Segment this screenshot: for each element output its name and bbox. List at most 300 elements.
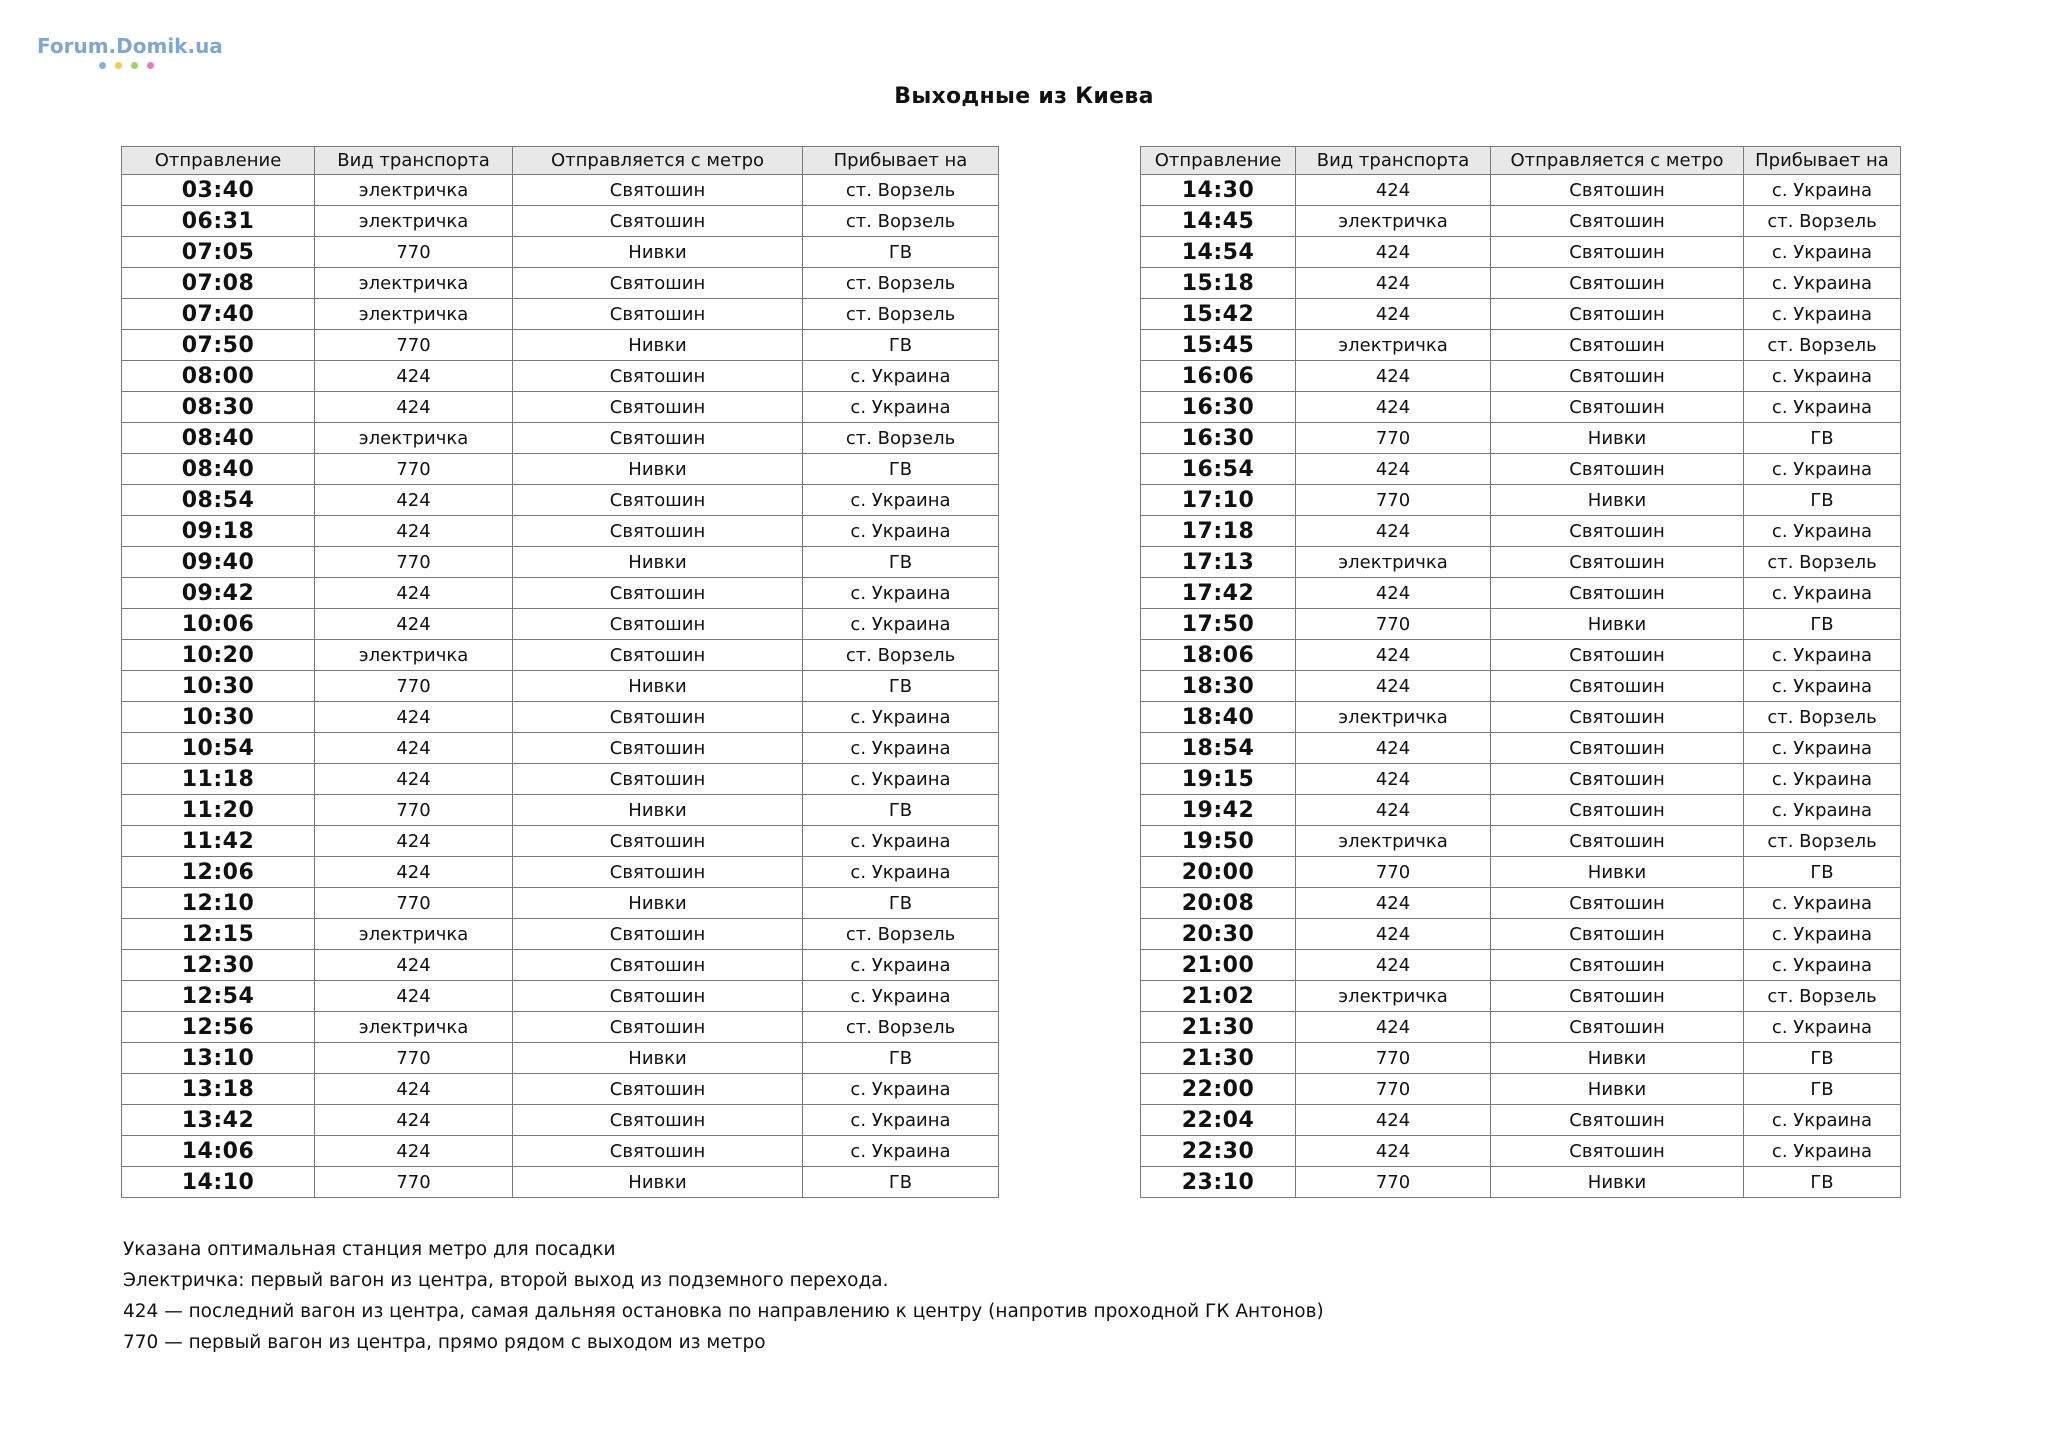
page-title: Выходные из Киева xyxy=(894,84,1154,109)
departure-time: 11:20 xyxy=(122,795,315,826)
table-row xyxy=(1141,299,1901,330)
arrival-point: с. Украина xyxy=(1744,795,1901,826)
metro-station: Святошин xyxy=(1491,950,1744,981)
table-row xyxy=(122,826,999,857)
metro-station: Нивки xyxy=(513,888,803,919)
metro-station: Святошин xyxy=(1491,454,1744,485)
transport-type: 424 xyxy=(1296,454,1491,485)
arrival-point: с. Украина xyxy=(803,950,999,981)
transport-type: 424 xyxy=(1296,919,1491,950)
table-row xyxy=(1141,485,1901,516)
metro-station: Святошин xyxy=(513,733,803,764)
metro-station: Святошин xyxy=(1491,640,1744,671)
arrival-point: с. Украина xyxy=(803,857,999,888)
metro-station: Святошин xyxy=(1491,547,1744,578)
metro-station: Святошин xyxy=(1491,299,1744,330)
table-row xyxy=(1141,330,1901,361)
departure-time: 13:42 xyxy=(122,1105,315,1136)
transport-type: 424 xyxy=(315,1136,513,1167)
table-row xyxy=(122,609,999,640)
departure-time: 10:30 xyxy=(122,702,315,733)
departure-time: 13:18 xyxy=(122,1074,315,1105)
transport-type: 424 xyxy=(1296,268,1491,299)
transport-type: электричка xyxy=(315,299,513,330)
metro-station: Святошин xyxy=(513,392,803,423)
departure-time: 07:40 xyxy=(122,299,315,330)
transport-type: 424 xyxy=(1296,1012,1491,1043)
departure-time: 14:10 xyxy=(122,1167,315,1198)
departure-time: 11:18 xyxy=(122,764,315,795)
metro-station: Нивки xyxy=(1491,1043,1744,1074)
departure-time: 09:42 xyxy=(122,578,315,609)
transport-type: электричка xyxy=(315,640,513,671)
metro-station: Святошин xyxy=(1491,764,1744,795)
transport-type: 770 xyxy=(315,888,513,919)
metro-station: Святошин xyxy=(1491,1136,1744,1167)
header-metro-station: Отправляется с метро xyxy=(513,147,803,175)
departure-time: 22:00 xyxy=(1141,1074,1296,1105)
arrival-point: ст. Ворзель xyxy=(803,206,999,237)
note-line: 424 — последний вагон из центра, самая дальняя остановка по направлению к центру (напротив проходной ГК Антонов) xyxy=(123,1301,1324,1322)
departure-time: 08:00 xyxy=(122,361,315,392)
table-row xyxy=(122,1043,999,1074)
table-row xyxy=(122,888,999,919)
departure-time: 21:00 xyxy=(1141,950,1296,981)
departure-time: 08:54 xyxy=(122,485,315,516)
transport-type: 424 xyxy=(315,516,513,547)
table-row xyxy=(122,268,999,299)
arrival-point: с. Украина xyxy=(803,485,999,516)
table-row xyxy=(122,764,999,795)
departure-time: 12:56 xyxy=(122,1012,315,1043)
metro-station: Святошин xyxy=(1491,795,1744,826)
transport-type: 424 xyxy=(1296,795,1491,826)
departure-time: 16:06 xyxy=(1141,361,1296,392)
arrival-point: ст. Ворзель xyxy=(1744,330,1901,361)
table-row xyxy=(122,919,999,950)
arrival-point: с. Украина xyxy=(1744,361,1901,392)
transport-type: 770 xyxy=(1296,423,1491,454)
arrival-point: ГВ xyxy=(803,888,999,919)
departure-time: 17:42 xyxy=(1141,578,1296,609)
arrival-point: ст. Ворзель xyxy=(803,175,999,206)
transport-type: 770 xyxy=(1296,485,1491,516)
table-row xyxy=(1141,1105,1901,1136)
table-row xyxy=(122,1074,999,1105)
metro-station: Святошин xyxy=(513,640,803,671)
transport-type: 424 xyxy=(315,733,513,764)
arrival-point: с. Украина xyxy=(803,826,999,857)
metro-station: Нивки xyxy=(513,1167,803,1198)
metro-station: Нивки xyxy=(1491,609,1744,640)
metro-station: Святошин xyxy=(1491,361,1744,392)
table-row xyxy=(1141,702,1901,733)
transport-type: 424 xyxy=(315,485,513,516)
arrival-point: с. Украина xyxy=(1744,671,1901,702)
transport-type: 424 xyxy=(1296,1105,1491,1136)
transport-type: 424 xyxy=(1296,640,1491,671)
transport-type: 770 xyxy=(315,547,513,578)
arrival-point: ст. Ворзель xyxy=(803,640,999,671)
departure-time: 17:10 xyxy=(1141,485,1296,516)
metro-station: Святошин xyxy=(1491,206,1744,237)
metro-station: Святошин xyxy=(513,764,803,795)
table-row xyxy=(122,857,999,888)
table-row xyxy=(1141,547,1901,578)
table-row xyxy=(1141,640,1901,671)
table-row xyxy=(1141,516,1901,547)
metro-station: Святошин xyxy=(1491,702,1744,733)
metro-station: Нивки xyxy=(513,671,803,702)
header-arrival: Прибывает на xyxy=(1744,147,1901,175)
departure-time: 07:08 xyxy=(122,268,315,299)
metro-station: Святошин xyxy=(513,919,803,950)
table-row xyxy=(122,950,999,981)
transport-type: электричка xyxy=(1296,702,1491,733)
transport-type: 770 xyxy=(315,671,513,702)
table-row xyxy=(1141,1074,1901,1105)
metro-station: Святошин xyxy=(1491,175,1744,206)
arrival-point: ГВ xyxy=(1744,1074,1901,1105)
transport-type: электричка xyxy=(315,175,513,206)
transport-type: 424 xyxy=(1296,392,1491,423)
metro-station: Нивки xyxy=(513,454,803,485)
transport-type: 424 xyxy=(1296,299,1491,330)
table-row xyxy=(122,485,999,516)
departure-time: 12:30 xyxy=(122,950,315,981)
table-row xyxy=(122,671,999,702)
table-row xyxy=(1141,919,1901,950)
departure-time: 16:54 xyxy=(1141,454,1296,485)
metro-station: Нивки xyxy=(513,237,803,268)
transport-type: 424 xyxy=(1296,671,1491,702)
logo-dot xyxy=(115,62,122,69)
arrival-point: ст. Ворзель xyxy=(1744,206,1901,237)
metro-station: Святошин xyxy=(513,1074,803,1105)
departure-time: 15:42 xyxy=(1141,299,1296,330)
transport-type: электричка xyxy=(315,919,513,950)
table-row xyxy=(122,175,999,206)
arrival-point: с. Украина xyxy=(803,392,999,423)
arrival-point: ст. Ворзель xyxy=(803,1012,999,1043)
header-metro-station: Отправляется с метро xyxy=(1491,147,1744,175)
metro-station: Святошин xyxy=(1491,733,1744,764)
arrival-point: с. Украина xyxy=(1744,516,1901,547)
departure-time: 14:30 xyxy=(1141,175,1296,206)
table-row xyxy=(122,733,999,764)
arrival-point: ГВ xyxy=(1744,1167,1901,1198)
transport-type: электричка xyxy=(1296,206,1491,237)
departure-time: 15:18 xyxy=(1141,268,1296,299)
schedule-table-left xyxy=(121,146,999,1198)
metro-station: Нивки xyxy=(513,547,803,578)
transport-type: 424 xyxy=(315,702,513,733)
arrival-point: с. Украина xyxy=(1744,950,1901,981)
metro-station: Святошин xyxy=(513,361,803,392)
table-row xyxy=(1141,1136,1901,1167)
table-row xyxy=(122,299,999,330)
arrival-point: ГВ xyxy=(1744,485,1901,516)
departure-time: 19:15 xyxy=(1141,764,1296,795)
transport-type: 770 xyxy=(315,237,513,268)
table-row xyxy=(122,702,999,733)
transport-type: 424 xyxy=(1296,175,1491,206)
departure-time: 14:06 xyxy=(122,1136,315,1167)
header-transport-type: Вид транспорта xyxy=(1296,147,1491,175)
table-row xyxy=(122,1012,999,1043)
arrival-point: ГВ xyxy=(803,1167,999,1198)
transport-type: 424 xyxy=(315,764,513,795)
metro-station: Святошин xyxy=(513,1012,803,1043)
departure-time: 10:30 xyxy=(122,671,315,702)
table-header-row xyxy=(122,147,999,175)
arrival-point: с. Украина xyxy=(803,981,999,1012)
table-row xyxy=(1141,268,1901,299)
departure-time: 18:54 xyxy=(1141,733,1296,764)
arrival-point: с. Украина xyxy=(803,516,999,547)
arrival-point: с. Украина xyxy=(1744,1105,1901,1136)
table-row xyxy=(122,516,999,547)
departure-time: 20:30 xyxy=(1141,919,1296,950)
table-row xyxy=(122,392,999,423)
departure-time: 03:40 xyxy=(122,175,315,206)
table-row xyxy=(1141,423,1901,454)
metro-station: Нивки xyxy=(1491,485,1744,516)
arrival-point: ст. Ворзель xyxy=(1744,547,1901,578)
arrival-point: с. Украина xyxy=(1744,392,1901,423)
arrival-point: ГВ xyxy=(803,237,999,268)
table-row xyxy=(1141,578,1901,609)
arrival-point: ст. Ворзель xyxy=(1744,826,1901,857)
metro-station: Святошин xyxy=(1491,516,1744,547)
forum-domik-logo xyxy=(37,34,223,70)
transport-type: 770 xyxy=(315,795,513,826)
transport-type: электричка xyxy=(1296,826,1491,857)
table-row xyxy=(1141,392,1901,423)
arrival-point: с. Украина xyxy=(1744,299,1901,330)
table-row xyxy=(1141,361,1901,392)
table-row xyxy=(1141,764,1901,795)
table-row xyxy=(1141,1043,1901,1074)
departure-time: 19:42 xyxy=(1141,795,1296,826)
transport-type: 424 xyxy=(315,578,513,609)
header-arrival: Прибывает на xyxy=(803,147,999,175)
header-transport-type: Вид транспорта xyxy=(315,147,513,175)
transport-type: 424 xyxy=(315,950,513,981)
metro-station: Святошин xyxy=(1491,1012,1744,1043)
transport-type: 424 xyxy=(315,392,513,423)
departure-time: 16:30 xyxy=(1141,392,1296,423)
arrival-point: с. Украина xyxy=(1744,1012,1901,1043)
arrival-point: с. Украина xyxy=(803,702,999,733)
arrival-point: с. Украина xyxy=(1744,268,1901,299)
transport-type: 424 xyxy=(1296,733,1491,764)
metro-station: Нивки xyxy=(513,330,803,361)
metro-station: Святошин xyxy=(1491,237,1744,268)
arrival-point: с. Украина xyxy=(1744,733,1901,764)
transport-type: 424 xyxy=(1296,1136,1491,1167)
departure-time: 12:54 xyxy=(122,981,315,1012)
table-row xyxy=(1141,826,1901,857)
metro-station: Святошин xyxy=(513,609,803,640)
schedule-body-left xyxy=(122,175,999,1198)
arrival-point: ГВ xyxy=(803,795,999,826)
metro-station: Святошин xyxy=(513,950,803,981)
table-row xyxy=(1141,888,1901,919)
logo-dot xyxy=(99,62,106,69)
logo-text: Forum.Domik.ua xyxy=(37,34,223,58)
departure-time: 19:50 xyxy=(1141,826,1296,857)
departure-time: 11:42 xyxy=(122,826,315,857)
arrival-point: ст. Ворзель xyxy=(803,299,999,330)
arrival-point: с. Украина xyxy=(803,1074,999,1105)
table-header-row xyxy=(1141,147,1901,175)
metro-station: Святошин xyxy=(513,299,803,330)
arrival-point: с. Украина xyxy=(803,733,999,764)
metro-station: Святошин xyxy=(513,423,803,454)
metro-station: Святошин xyxy=(513,485,803,516)
transport-type: 770 xyxy=(1296,1043,1491,1074)
transport-type: 424 xyxy=(1296,361,1491,392)
departure-time: 14:45 xyxy=(1141,206,1296,237)
departure-time: 10:54 xyxy=(122,733,315,764)
departure-time: 09:40 xyxy=(122,547,315,578)
table-row xyxy=(1141,733,1901,764)
arrival-point: ГВ xyxy=(803,330,999,361)
table-row xyxy=(1141,795,1901,826)
transport-type: 424 xyxy=(315,826,513,857)
metro-station: Нивки xyxy=(1491,1167,1744,1198)
table-row xyxy=(1141,206,1901,237)
arrival-point: ст. Ворзель xyxy=(803,268,999,299)
arrival-point: ГВ xyxy=(803,454,999,485)
table-row xyxy=(122,1105,999,1136)
arrival-point: ГВ xyxy=(1744,1043,1901,1074)
arrival-point: с. Украина xyxy=(803,609,999,640)
arrival-point: с. Украина xyxy=(1744,919,1901,950)
departure-time: 06:31 xyxy=(122,206,315,237)
departure-time: 12:15 xyxy=(122,919,315,950)
table-row xyxy=(1141,454,1901,485)
metro-station: Святошин xyxy=(1491,919,1744,950)
metro-station: Святошин xyxy=(1491,578,1744,609)
note-line: Указана оптимальная станция метро для посадки xyxy=(123,1239,616,1260)
table-row xyxy=(1141,237,1901,268)
departure-time: 21:30 xyxy=(1141,1012,1296,1043)
table-row xyxy=(1141,950,1901,981)
schedule-table-right xyxy=(1140,146,1901,1198)
departure-time: 12:10 xyxy=(122,888,315,919)
table-row xyxy=(122,423,999,454)
transport-type: 424 xyxy=(315,1105,513,1136)
table-row xyxy=(1141,175,1901,206)
metro-station: Святошин xyxy=(513,268,803,299)
table-row xyxy=(1141,1167,1901,1198)
arrival-point: ГВ xyxy=(1744,423,1901,454)
metro-station: Святошин xyxy=(1491,330,1744,361)
transport-type: 424 xyxy=(315,1074,513,1105)
table-row xyxy=(122,578,999,609)
arrival-point: ГВ xyxy=(803,1043,999,1074)
departure-time: 17:50 xyxy=(1141,609,1296,640)
departure-time: 10:20 xyxy=(122,640,315,671)
departure-time: 08:30 xyxy=(122,392,315,423)
departure-time: 08:40 xyxy=(122,454,315,485)
transport-type: 770 xyxy=(1296,1167,1491,1198)
departure-time: 17:18 xyxy=(1141,516,1296,547)
transport-type: электричка xyxy=(1296,981,1491,1012)
arrival-point: с. Украина xyxy=(803,361,999,392)
departure-time: 13:10 xyxy=(122,1043,315,1074)
table-row xyxy=(122,981,999,1012)
header-departure: Отправление xyxy=(122,147,315,175)
note-line: Электричка: первый вагон из центра, второй выход из подземного перехода. xyxy=(123,1270,889,1291)
metro-station: Святошин xyxy=(513,826,803,857)
table-row xyxy=(122,547,999,578)
header-departure: Отправление xyxy=(1141,147,1296,175)
table-row xyxy=(122,206,999,237)
transport-type: 424 xyxy=(1296,888,1491,919)
arrival-point: ГВ xyxy=(803,671,999,702)
metro-station: Нивки xyxy=(513,1043,803,1074)
departure-time: 16:30 xyxy=(1141,423,1296,454)
transport-type: 770 xyxy=(315,454,513,485)
arrival-point: ГВ xyxy=(803,547,999,578)
metro-station: Святошин xyxy=(1491,268,1744,299)
transport-type: электричка xyxy=(315,268,513,299)
table-row xyxy=(1141,609,1901,640)
transport-type: 424 xyxy=(1296,764,1491,795)
departure-time: 07:05 xyxy=(122,237,315,268)
departure-time: 15:45 xyxy=(1141,330,1296,361)
metro-station: Нивки xyxy=(1491,1074,1744,1105)
arrival-point: с. Украина xyxy=(803,578,999,609)
transport-type: электричка xyxy=(315,1012,513,1043)
metro-station: Святошин xyxy=(1491,392,1744,423)
transport-type: 424 xyxy=(1296,516,1491,547)
departure-time: 08:40 xyxy=(122,423,315,454)
metro-station: Святошин xyxy=(513,578,803,609)
departure-time: 21:30 xyxy=(1141,1043,1296,1074)
metro-station: Святошин xyxy=(513,702,803,733)
metro-station: Святошин xyxy=(1491,888,1744,919)
arrival-point: с. Украина xyxy=(1744,764,1901,795)
arrival-point: с. Украина xyxy=(1744,888,1901,919)
transport-type: 424 xyxy=(315,609,513,640)
transport-type: 770 xyxy=(1296,1074,1491,1105)
table-row xyxy=(122,1136,999,1167)
arrival-point: с. Украина xyxy=(803,1105,999,1136)
table-row xyxy=(122,330,999,361)
transport-type: электричка xyxy=(1296,330,1491,361)
transport-type: 770 xyxy=(1296,857,1491,888)
departure-time: 22:04 xyxy=(1141,1105,1296,1136)
table-row xyxy=(122,361,999,392)
metro-station: Святошин xyxy=(513,981,803,1012)
departure-time: 17:13 xyxy=(1141,547,1296,578)
metro-station: Святошин xyxy=(513,206,803,237)
departure-time: 12:06 xyxy=(122,857,315,888)
metro-station: Святошин xyxy=(513,1105,803,1136)
notes-section xyxy=(123,1234,1324,1358)
table-row xyxy=(122,795,999,826)
departure-time: 18:30 xyxy=(1141,671,1296,702)
departure-time: 21:02 xyxy=(1141,981,1296,1012)
arrival-point: с. Украина xyxy=(1744,578,1901,609)
transport-type: 424 xyxy=(1296,578,1491,609)
transport-type: 424 xyxy=(315,857,513,888)
arrival-point: с. Украина xyxy=(1744,1136,1901,1167)
